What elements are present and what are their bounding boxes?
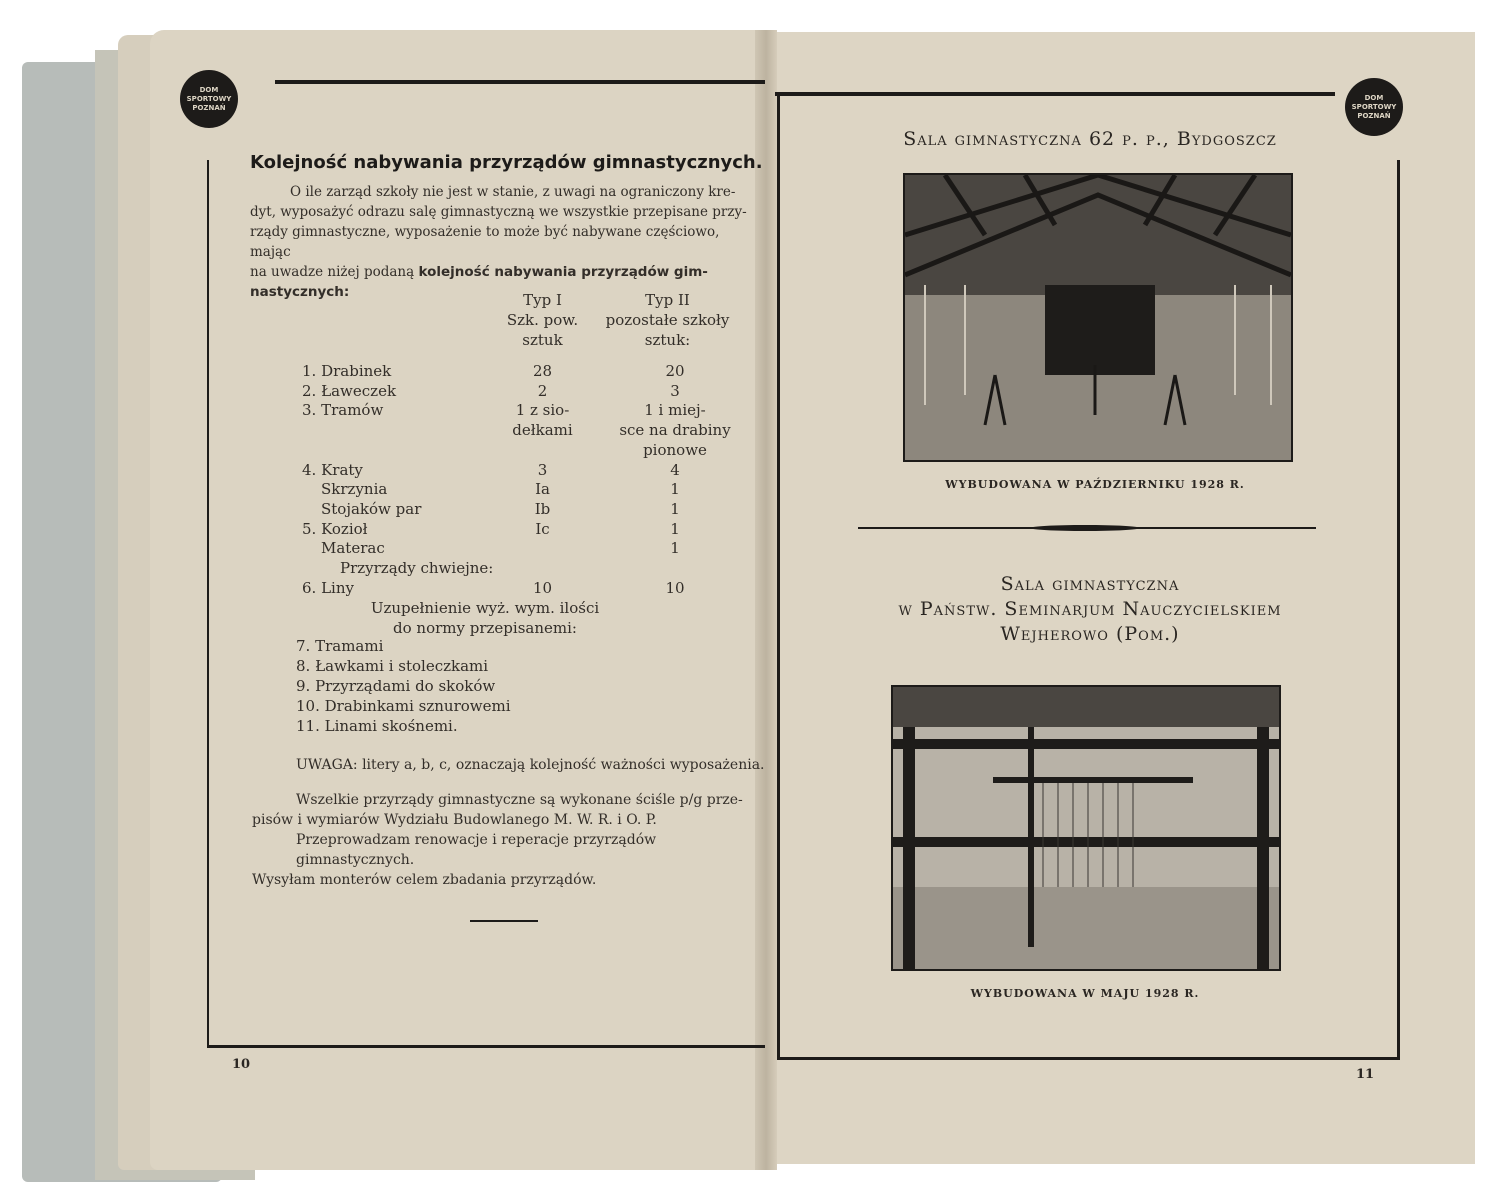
row-typ2-value: sce na drabiny xyxy=(619,421,731,440)
row-typ1-value: 1 z sio- xyxy=(515,401,570,420)
logo-text: DOM SPORTOWY POZNAŃ xyxy=(186,85,232,112)
row-label: Stojaków par xyxy=(321,499,422,518)
row-typ1-value: Ia xyxy=(535,480,550,499)
row-typ1-value: Ic xyxy=(535,519,550,538)
row-typ2-value: 1 xyxy=(670,539,680,558)
end-divider xyxy=(470,920,538,922)
closing-line: Wysyłam monterów celem zbadania przyrządów. xyxy=(252,872,597,888)
supplement-list xyxy=(296,636,511,736)
page-title: Kolejność nabywania przyrządów gimnastycznych. xyxy=(250,152,763,173)
row-typ1-value: Ib xyxy=(534,499,551,518)
intro-line: O ile zarząd szkoły nie jest w stanie, z uwagi na ograniczony kre- xyxy=(290,184,736,200)
row-typ2-value: pionowe xyxy=(643,440,707,459)
row-label: 4. Kraty xyxy=(302,460,363,479)
list-item: 8. Ławkami i stoleczkami xyxy=(296,657,489,675)
frame-right-line xyxy=(1397,160,1400,1060)
heading-line: Wejherowo (Pom.) xyxy=(1000,623,1180,645)
col-header-typ1 xyxy=(480,290,605,350)
dom-sportowy-logo xyxy=(180,70,238,128)
row-label: Materac xyxy=(321,539,385,558)
header-line: Szk. pow. xyxy=(506,311,579,329)
header-line: sztuk: xyxy=(644,331,691,349)
header-line: sztuk xyxy=(522,331,563,349)
row-typ2-value: 1 i miej- xyxy=(644,401,706,420)
page-number: 11 xyxy=(1356,1067,1375,1082)
divider-swell xyxy=(1030,525,1140,531)
list-item: 10. Drabinkami sznurowemi xyxy=(296,697,511,715)
closing-line: Przeprowadzam renowacje i reperacje przyrządów gimnastycznych. xyxy=(296,832,657,868)
row-label: 5. Kozioł xyxy=(302,519,368,538)
heading-line: w Państw. Seminarjum Nauczycielskiem xyxy=(898,598,1282,620)
row-typ1-value: dełkami xyxy=(512,421,573,440)
list-item: 11. Linami skośnemi. xyxy=(296,717,458,735)
intro-line: dyt, wyposażyć odrazu salę gimnastyczną we wszystkie przepisane przy- xyxy=(250,204,747,220)
page-number: 10 xyxy=(232,1057,251,1072)
note: UWAGA: litery a, b, c, oznaczają kolejność ważności wyposażenia. xyxy=(296,757,765,773)
heading-wejherowo xyxy=(830,572,1350,647)
intro-paragraph xyxy=(250,182,760,302)
row-typ2-value: 10 xyxy=(665,578,685,597)
row-typ1-value: 2 xyxy=(537,381,548,400)
list-item: 9. Przyrządami do skoków xyxy=(296,677,496,695)
photo-bydgoszcz-gym xyxy=(903,173,1293,462)
bottom-rule xyxy=(207,1045,765,1048)
photo-wejherowo-gym xyxy=(891,685,1281,971)
row-typ2-value: 20 xyxy=(665,362,685,380)
heading-bydgoszcz: Sala gimnastyczna 62 p. p., Bydgoszcz xyxy=(903,128,1277,150)
logo-text: DOM SPORTOWY POZNAŃ xyxy=(1351,93,1397,120)
supplement-heading-line: Uzupełnienie wyż. wym. ilości xyxy=(370,599,600,617)
row-label: Przyrządy chwiejne: xyxy=(340,559,494,577)
caption-wejherowo: WYBUDOWANA W MAJU 1928 R. xyxy=(970,987,1200,1000)
gym-hall-image xyxy=(905,175,1291,460)
bottom-rule xyxy=(777,1057,1400,1060)
intro-bold: kolejność nabywania przyrządów gim- xyxy=(418,264,708,280)
row-typ2-value: 1 xyxy=(670,499,680,518)
row-label: Skrzynia xyxy=(321,480,388,499)
list-item: 7. Tramami xyxy=(296,637,384,655)
row-typ1-value: 28 xyxy=(532,362,553,380)
heading-line: Sala gimnastyczna xyxy=(1000,573,1180,595)
row-label: 1. Drabinek xyxy=(302,362,392,380)
closing-paragraph xyxy=(252,790,762,890)
supplement-heading-line: do normy przepisanemi: xyxy=(393,619,577,637)
col-header-typ2 xyxy=(600,290,735,350)
closing-line: pisów i wymiarów Wydziału Budowlanego M. W. R. i O. P. xyxy=(252,812,657,828)
gym-hall-image xyxy=(893,687,1279,969)
caption-bydgoszcz: WYBUDOWANA W PAŹDZIERNIKU 1928 R. xyxy=(945,478,1245,491)
supplement-heading xyxy=(340,598,630,638)
row-label: 6. Liny xyxy=(302,578,354,597)
row-label: 2. Ławeczek xyxy=(302,381,397,400)
row-typ2-value: 3 xyxy=(670,381,680,400)
dom-sportowy-logo xyxy=(1345,78,1403,136)
intro-line: na uwadze niżej podaną xyxy=(250,264,415,280)
intro-line: rządy gimnastyczne, wyposażenie to może być nabywane częściowo, mając xyxy=(250,224,720,260)
intro-bold-end: nastycznych: xyxy=(250,284,350,300)
frame-left-line xyxy=(777,92,780,1060)
row-typ2-value: 4 xyxy=(670,460,680,479)
header-line: Typ I xyxy=(523,291,562,309)
row-typ1-value: 3 xyxy=(537,460,548,479)
row-typ1-value: 10 xyxy=(532,578,553,597)
header-line: pozostałe szkoły xyxy=(605,311,730,329)
header-line: Typ II xyxy=(645,291,690,309)
top-rule xyxy=(775,92,1335,96)
closing-line: Wszelkie przyrządy gimnastyczne są wykonane ściśle p/g prze- xyxy=(296,792,743,808)
frame-left-line xyxy=(207,160,209,1048)
row-typ2-value: 1 xyxy=(670,519,680,538)
top-rule xyxy=(275,80,765,84)
row-typ2-value: 1 xyxy=(670,480,680,499)
row-label: 3. Tramów xyxy=(302,401,384,420)
